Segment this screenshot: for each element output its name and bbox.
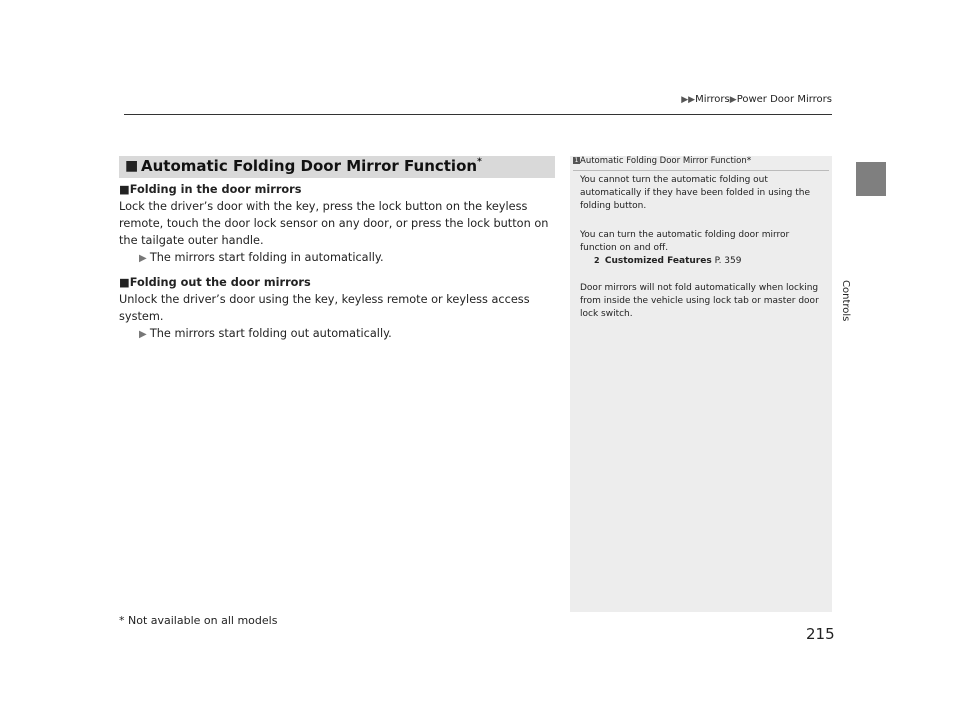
page-number: 215 [806, 625, 835, 643]
section-title: Automatic Folding Door Mirror Function* [141, 157, 482, 175]
result-line: ▶ The mirrors start folding in automatically. [139, 251, 384, 264]
subsection-title: ■Folding in the door mirrors [119, 183, 302, 196]
result-arrow-icon: ▶ [139, 329, 150, 340]
note-paragraph: You can turn the automatic folding door mirror function on and off. 2 Customized Features P. 359 [580, 229, 828, 268]
breadcrumb [681, 94, 832, 105]
note-paragraph: Door mirrors will not fold automatically when locking from inside the vehicle using lock tab or master door lock switch. [580, 283, 819, 319]
breadcrumb-mirrors: Mirrors [695, 94, 730, 105]
cross-reference-icon: 2 [594, 256, 600, 265]
breadcrumb-power-door-mirrors: Power Door Mirrors [736, 94, 832, 105]
chevron-right-icon: ▶ [729, 95, 737, 105]
note-paragraph: You cannot turn the automatic folding out automatically if they have been folded in using the folding button. [580, 175, 811, 211]
footnote: * Not available on all models [119, 614, 278, 627]
section-square-icon: ■ [125, 158, 139, 174]
result-arrow-icon: ▶ [139, 253, 150, 264]
subsection-title: ■Folding out the door mirrors [119, 276, 311, 289]
subsection-text: Lock the driver’s door with the key, press the lock button on the keyless remote, touch the door lock sensor on any door, or press the lock button on the tailgate outer handle. [119, 200, 549, 247]
square-bullet-icon: ■ [119, 276, 130, 289]
header-rule [124, 114, 832, 115]
note-header: 1 Automatic Folding Door Mirror Function* [574, 156, 752, 166]
subsection-text: Unlock the driver’s door using the key, keyless remote or keyless access system. [119, 293, 530, 323]
subsection-folding-out [119, 274, 549, 343]
result-line: ▶ The mirrors start folding out automatically. [139, 327, 392, 340]
note-divider [573, 170, 829, 171]
note-number-icon: 1 [574, 157, 579, 164]
square-bullet-icon: ■ [119, 183, 130, 196]
chevron-right-icon: ▶▶ [681, 95, 696, 105]
chapter-tab [856, 162, 886, 196]
note-panel [570, 156, 832, 612]
subsection-folding-in [119, 181, 549, 267]
chapter-label: Controls [840, 280, 851, 322]
cross-reference-link[interactable]: 2 Customized Features P. 359 [594, 256, 742, 266]
section-header [119, 156, 555, 178]
